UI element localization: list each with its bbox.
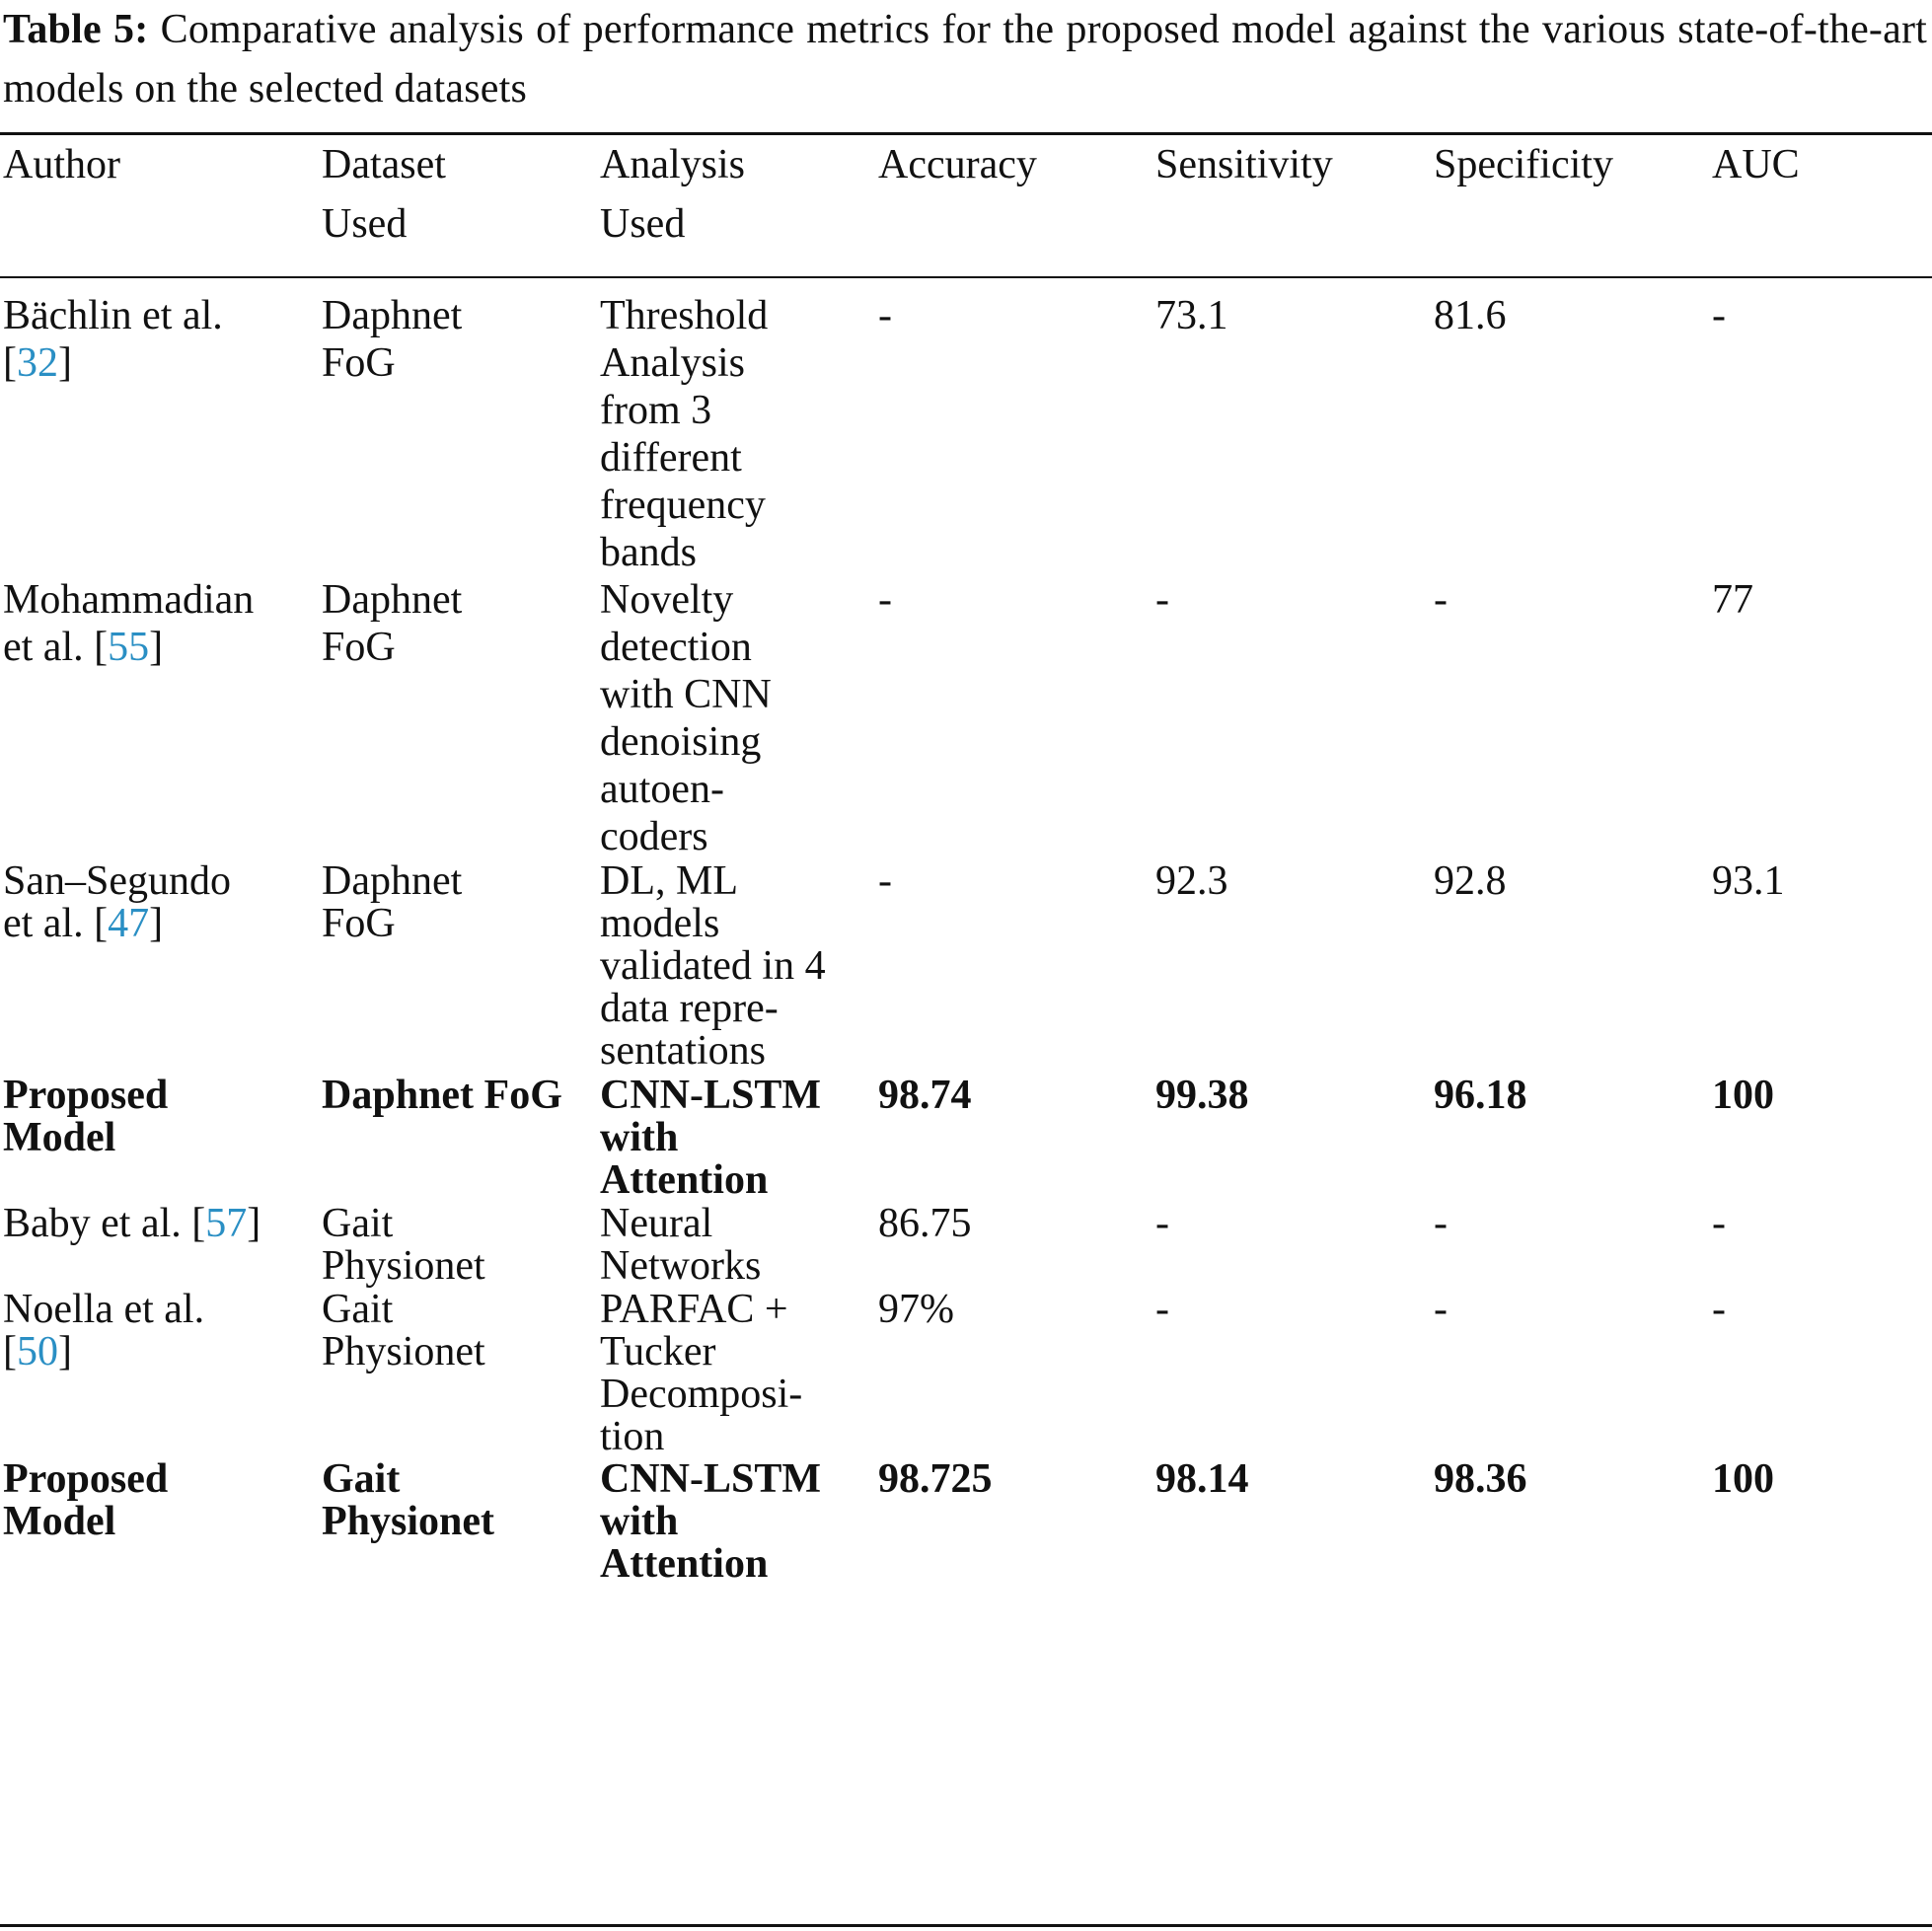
cell-accuracy: 98.725 bbox=[878, 1456, 993, 1502]
cell-sensitivity: 99.38 bbox=[1155, 1073, 1249, 1118]
header-row bbox=[3, 135, 1909, 276]
cell-accuracy: 97% bbox=[878, 1287, 954, 1332]
cell-analysis: CNN-LSTM with Attention bbox=[600, 1073, 822, 1203]
cell-author: Baby et al. [57] bbox=[3, 1201, 261, 1246]
table-row bbox=[3, 1075, 1909, 1203]
table-caption bbox=[3, 0, 1927, 118]
table-row bbox=[3, 276, 1909, 576]
cell-author: San–Segundo et al. [47] bbox=[3, 858, 231, 946]
citation-link[interactable]: 57 bbox=[205, 1201, 248, 1246]
header-auc: AUC bbox=[1712, 142, 1800, 187]
comparison-table bbox=[3, 135, 1909, 1586]
header-sensitivity: Sensitivity bbox=[1155, 142, 1333, 187]
cell-analysis: PARFAC + Tucker Decomposi- tion bbox=[600, 1287, 803, 1459]
cell-auc: - bbox=[1712, 293, 1726, 338]
header-author: Author bbox=[3, 142, 120, 187]
cell-accuracy: - bbox=[878, 858, 892, 904]
cell-sensitivity: - bbox=[1155, 577, 1169, 623]
header-analysis: Analysis Used bbox=[600, 142, 745, 247]
cell-author: Proposed Model bbox=[3, 1456, 169, 1544]
cell-dataset: Daphnet FoG bbox=[322, 858, 463, 946]
cell-dataset: Gait Physionet bbox=[322, 1201, 485, 1289]
cell-auc: 100 bbox=[1712, 1073, 1774, 1118]
citation-link[interactable]: 32 bbox=[17, 340, 58, 386]
cell-accuracy: 86.75 bbox=[878, 1201, 972, 1246]
cell-dataset: Daphnet FoG bbox=[322, 293, 463, 386]
cell-author: Mohammadian et al. [55] bbox=[3, 577, 255, 670]
header-accuracy: Accuracy bbox=[878, 142, 1037, 187]
table-row bbox=[3, 1458, 1909, 1586]
cell-dataset: Gait Physionet bbox=[322, 1456, 495, 1544]
cell-analysis: Novelty detection with CNN denoising autoen- coders bbox=[600, 577, 772, 859]
table-row bbox=[3, 576, 1909, 860]
table-label: Table 5: bbox=[3, 7, 149, 52]
table-row bbox=[3, 860, 1909, 1075]
cell-auc: - bbox=[1712, 1201, 1726, 1246]
cell-dataset: Daphnet FoG bbox=[322, 1073, 562, 1118]
header-dataset: Dataset Used bbox=[322, 142, 446, 247]
citation-link[interactable]: 55 bbox=[108, 625, 150, 670]
cell-auc: 77 bbox=[1712, 577, 1753, 623]
cell-sensitivity: - bbox=[1155, 1201, 1169, 1246]
cell-specificity: 98.36 bbox=[1434, 1456, 1527, 1502]
cell-auc: - bbox=[1712, 1287, 1726, 1332]
caption-text: Comparative analysis of performance metrics for the proposed model against the various state-of-the-art models on the selected datasets bbox=[3, 7, 1927, 111]
cell-analysis: Threshold Analysis from 3 different frequency bands bbox=[600, 293, 769, 575]
cell-analysis: CNN-LSTM with Attention bbox=[600, 1456, 822, 1587]
cell-analysis: Neural Networks bbox=[600, 1201, 762, 1289]
cell-author: Noella et al. [50] bbox=[3, 1287, 205, 1374]
header-specificity: Specificity bbox=[1434, 142, 1613, 187]
cell-accuracy: - bbox=[878, 293, 892, 338]
cell-sensitivity: - bbox=[1155, 1287, 1169, 1332]
bottom-rule bbox=[0, 1924, 1932, 1927]
cell-sensitivity: 92.3 bbox=[1155, 858, 1228, 904]
cell-accuracy: 98.74 bbox=[878, 1073, 972, 1118]
cell-specificity: 92.8 bbox=[1434, 858, 1507, 904]
cell-specificity: 96.18 bbox=[1434, 1073, 1527, 1118]
cell-auc: 100 bbox=[1712, 1456, 1774, 1502]
cell-specificity: - bbox=[1434, 577, 1448, 623]
cell-dataset: Daphnet FoG bbox=[322, 577, 463, 670]
cell-accuracy: - bbox=[878, 577, 892, 623]
cell-specificity: 81.6 bbox=[1434, 293, 1507, 338]
cell-author: Bächlin et al. [32] bbox=[3, 293, 223, 386]
cell-specificity: - bbox=[1434, 1287, 1448, 1332]
cell-sensitivity: 73.1 bbox=[1155, 293, 1228, 338]
citation-link[interactable]: 50 bbox=[17, 1329, 58, 1374]
cell-analysis: DL, ML models validated in 4 data repre- sentations bbox=[600, 858, 826, 1074]
table-row bbox=[3, 1203, 1909, 1289]
cell-author: Proposed Model bbox=[3, 1073, 169, 1160]
cell-sensitivity: 98.14 bbox=[1155, 1456, 1249, 1502]
table-row bbox=[3, 1289, 1909, 1458]
cell-auc: 93.1 bbox=[1712, 858, 1785, 904]
cell-dataset: Gait Physionet bbox=[322, 1287, 485, 1374]
cell-specificity: - bbox=[1434, 1201, 1448, 1246]
citation-link[interactable]: 47 bbox=[108, 901, 150, 946]
